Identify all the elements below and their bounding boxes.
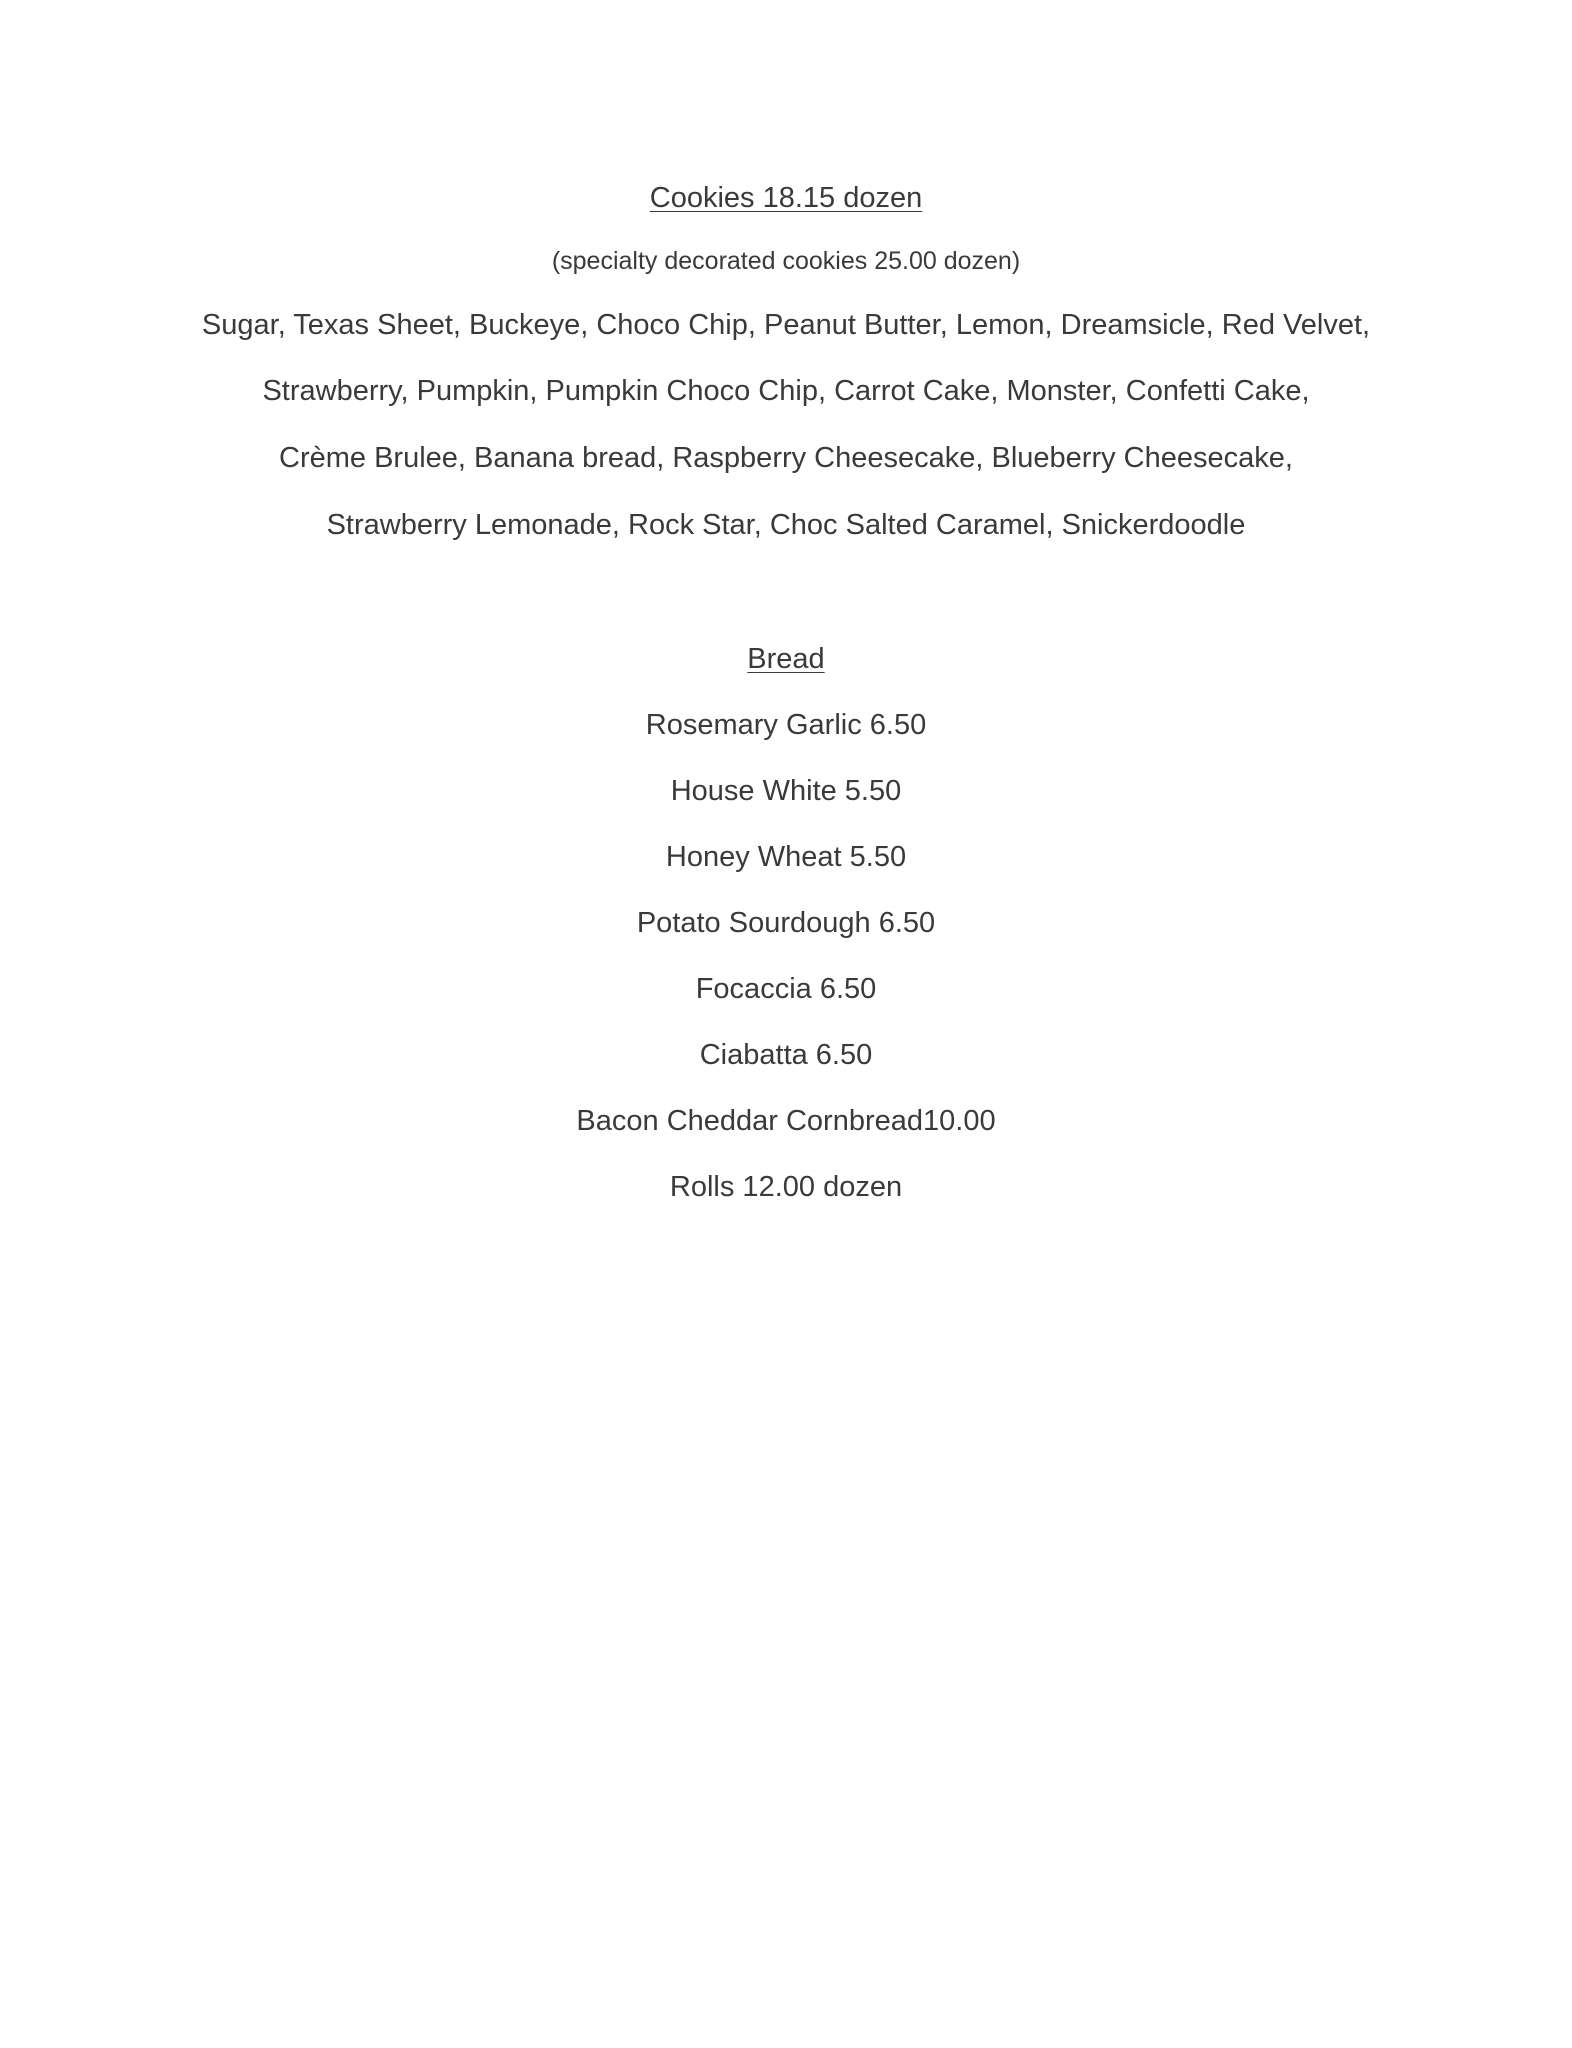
bread-item: Potato Sourdough 6.50 — [636, 907, 936, 939]
cookie-flavors-line: Sugar, Texas Sheet, Buckeye, Choco Chip, Peanut Butter, Lemon, Dreamsicle, Red Velvet, — [201, 309, 1371, 341]
bread-item: House White 5.50 — [670, 775, 902, 807]
cookies-heading: Cookies 18.15 dozen — [649, 182, 923, 214]
bread-item: Ciabatta 6.50 — [699, 1039, 873, 1071]
bread-item: Rolls 12.00 dozen — [669, 1171, 903, 1203]
bread-item: Rosemary Garlic 6.50 — [645, 709, 927, 741]
bread-item: Bacon Cheddar Cornbread10.00 — [576, 1105, 996, 1137]
bread-heading: Bread — [747, 643, 825, 675]
cookie-flavors-line: Strawberry Lemonade, Rock Star, Choc Salted Caramel, Snickerdoodle — [326, 509, 1246, 541]
bread-item: Honey Wheat 5.50 — [665, 841, 907, 873]
cookies-specialty-note: (specialty decorated cookies 25.00 dozen) — [551, 247, 1021, 275]
bread-item: Focaccia 6.50 — [695, 973, 877, 1005]
cookie-flavors-line: Strawberry, Pumpkin, Pumpkin Choco Chip, Carrot Cake, Monster, Confetti Cake, — [262, 375, 1310, 407]
cookie-flavors-line: Crème Brulee, Banana bread, Raspberry Cheesecake, Blueberry Cheesecake, — [279, 442, 1293, 474]
